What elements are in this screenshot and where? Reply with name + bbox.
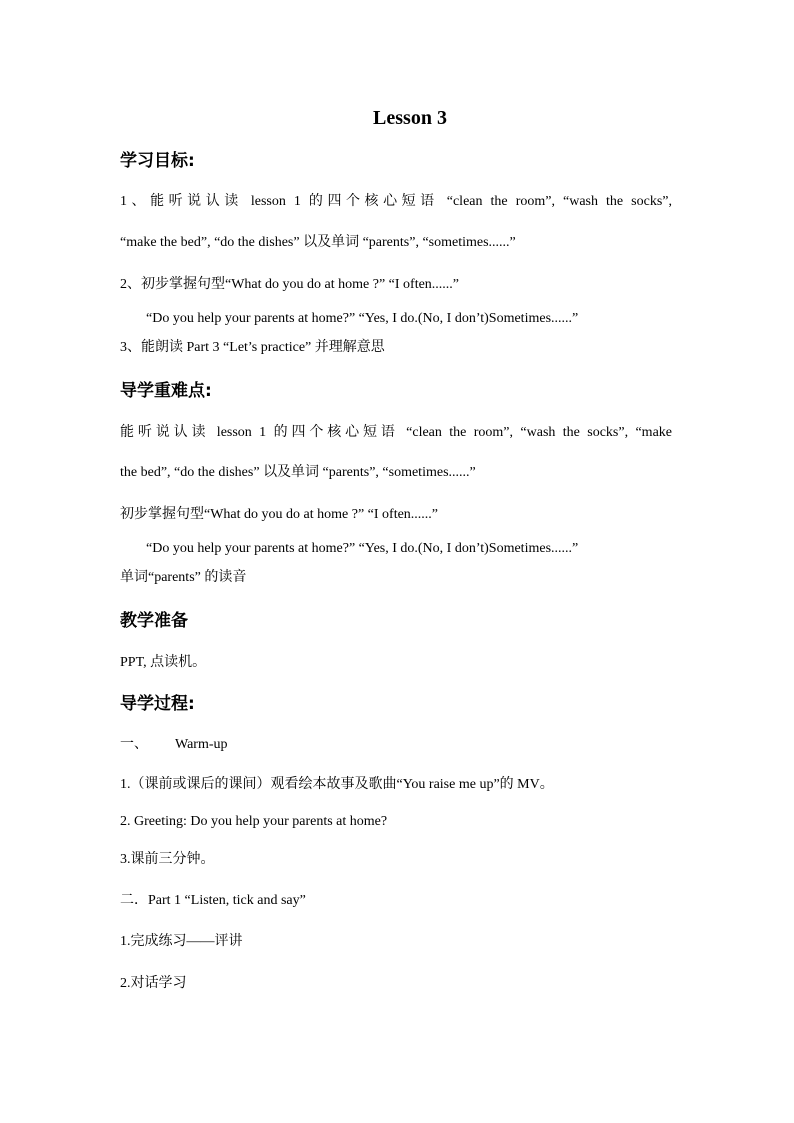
key-point-line-5: 单词“parents” 的读音 xyxy=(120,570,247,585)
key-point-line-1: 能听说认读 lesson 1 的四个核心短语 “clean the room”, “wash the socks”, “make xyxy=(120,425,672,440)
process-step-1-item-1: 1.（课前或课后的课间）观看绘本故事及歌曲“You raise me up”的 MV。 xyxy=(120,777,554,792)
section-heading-key-points: 导学重难点: xyxy=(120,381,212,401)
key-point-line-2: the bed”, “do the dishes” 以及单词 “parents”, “sometimes......” xyxy=(120,465,476,480)
goal-item-1-line-2: “make the bed”, “do the dishes” 以及单词 “parents”, “sometimes......” xyxy=(120,235,516,250)
key-point-line-4: “Do you help your parents at home?” “Yes, I do.(No, I don’t)Sometimes......” xyxy=(146,541,579,556)
key-point-line-3: 初步掌握句型“What do you do at home ?” “I often......” xyxy=(120,507,439,522)
process-step-2-item-1: 1.完成练习——评讲 xyxy=(120,934,243,949)
preparation-line: PPT, 点读机。 xyxy=(120,655,207,670)
goal-item-2-line-2: “Do you help your parents at home?” “Yes, I do.(No, I don’t)Sometimes......” xyxy=(146,311,579,326)
process-step-2-item-2: 2.对话学习 xyxy=(120,976,187,991)
process-step-1-item-3: 3.课前三分钟。 xyxy=(120,852,215,867)
process-step-1-label: Warm-up xyxy=(175,737,228,752)
page-title: Lesson 3 xyxy=(373,107,447,129)
process-step-2: 二．Part 1 “Listen, tick and say” xyxy=(120,893,306,908)
process-step-1-item-2: 2. Greeting: Do you help your parents at home? xyxy=(120,814,388,829)
goal-item-2-line-1: 2、初步掌握句型“What do you do at home ?” “I often......” xyxy=(120,277,460,292)
goal-item-3: 3、能朗读 Part 3 “Let’s practice” 并理解意思 xyxy=(120,340,385,355)
goal-item-1-line-1: 1、能听说认读 lesson 1 的四个核心短语 “clean the room”, “wash the socks”, xyxy=(120,194,672,209)
section-heading-learning-goals: 学习目标: xyxy=(120,151,195,171)
process-step-1-number: 一、 xyxy=(120,737,148,752)
section-heading-preparation: 教学准备 xyxy=(120,611,188,631)
section-heading-process: 导学过程: xyxy=(120,694,195,714)
